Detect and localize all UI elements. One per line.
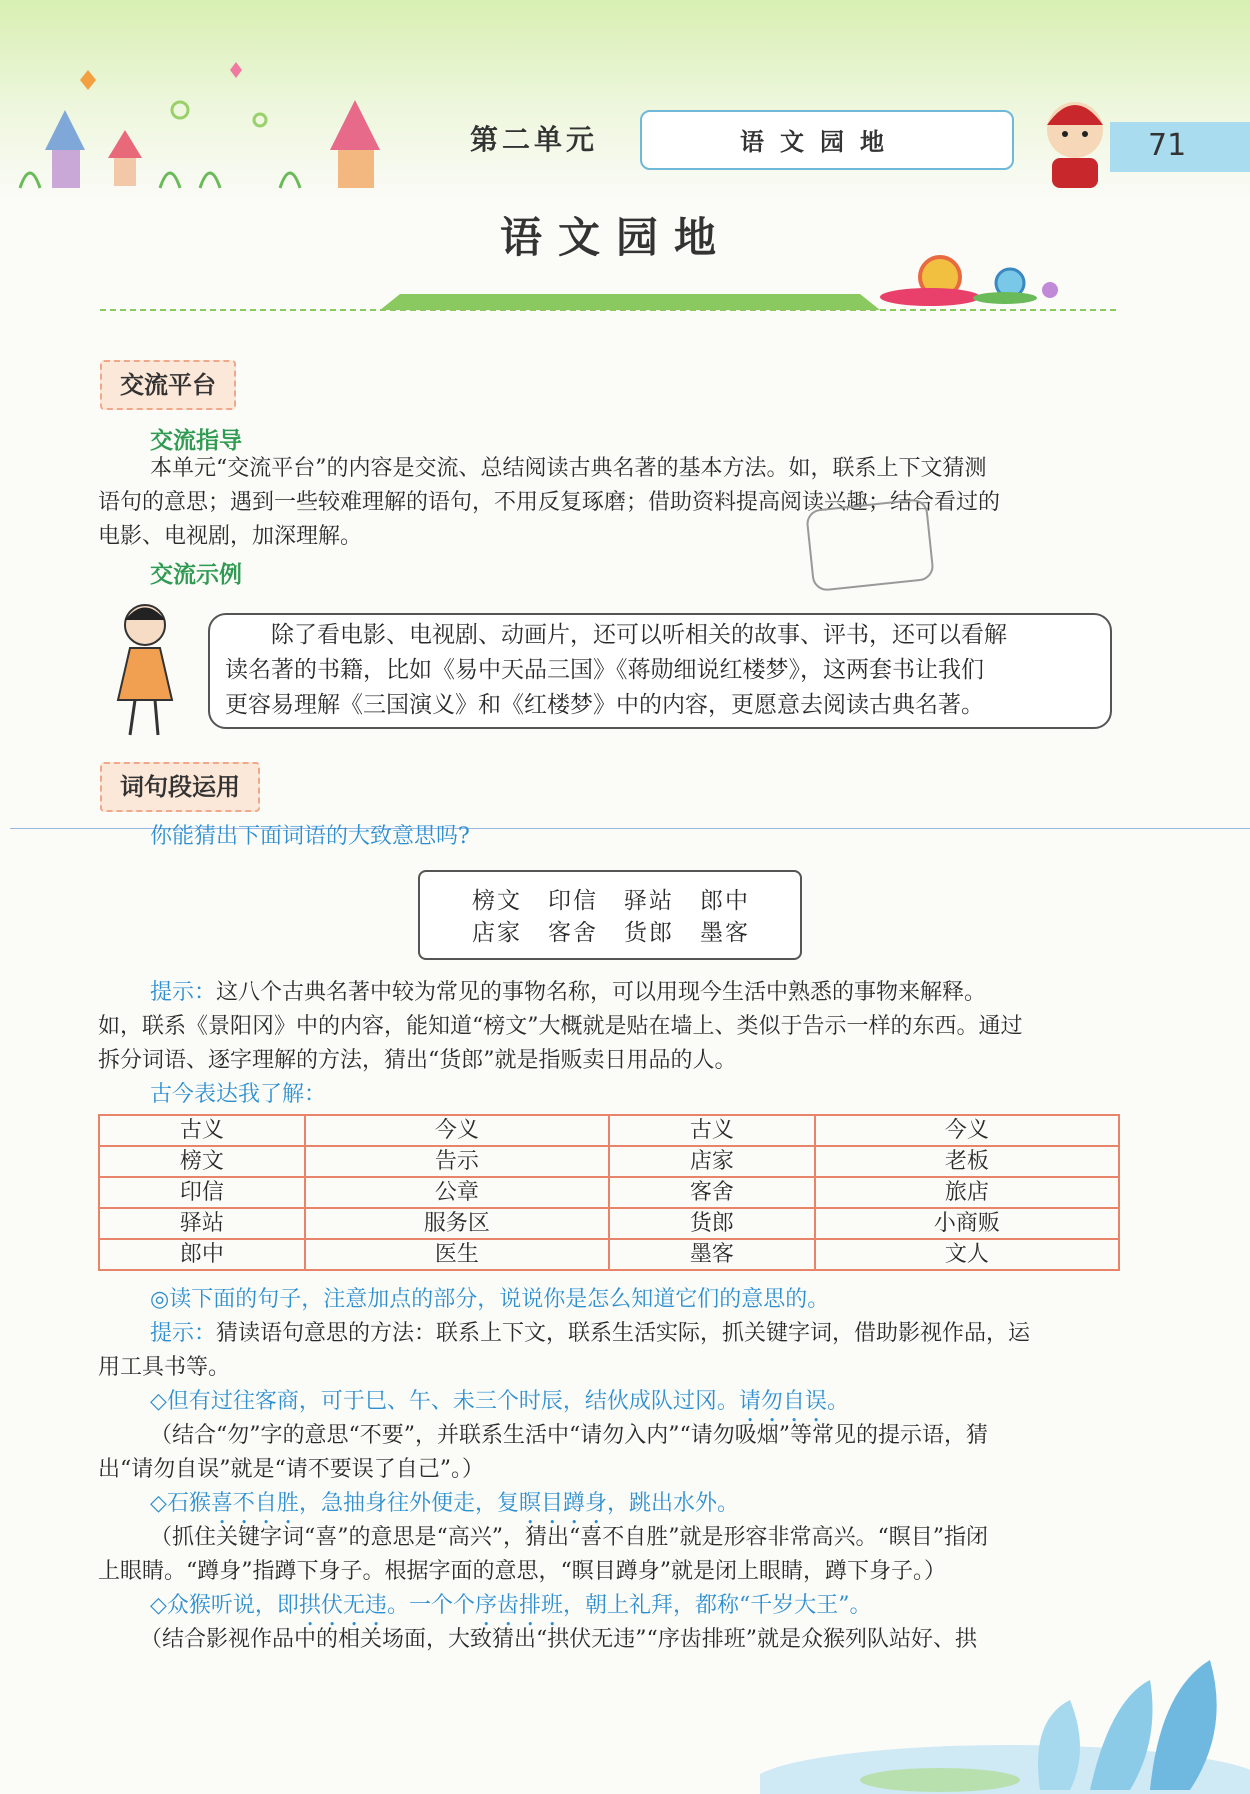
title-underline-bar: [100, 290, 1120, 312]
guide-line-1: 本单元“交流平台”的内容是交流、总结阅读古典名著的基本方法。如，联系上下文猜测: [150, 456, 987, 481]
table-cell: 榜文: [99, 1146, 305, 1177]
table-cell: 今义: [815, 1115, 1119, 1146]
table-cell: 客舍: [609, 1177, 815, 1208]
table-cell: 驿站: [99, 1208, 305, 1239]
word: 店家: [472, 920, 522, 946]
word-row-2: [472, 914, 776, 947]
ancient-modern-table: [98, 1114, 1120, 1271]
girl-illustration: [100, 600, 190, 740]
explanation-1-line-1: （结合“勿”字的意思“不要”，并联系生活中“请勿入内”“请勿吸烟”等常见的提示语，猜: [150, 1423, 988, 1448]
table-cell: 旅店: [815, 1177, 1119, 1208]
table-cell: 服务区: [305, 1208, 609, 1239]
word: 墨客: [700, 920, 750, 946]
hint2-text: 猜读语句意思的方法：联系上下文，联系生活实际，抓关键字词，借助影视作品，运: [216, 1321, 1031, 1346]
page-title: 语文园地: [500, 213, 733, 262]
sentence-text: ，朝上礼拜，都称“千岁大王”。: [562, 1593, 872, 1618]
dotted-phrase: 喜不自胜: [210, 1491, 299, 1516]
sentence-text: ，急抽身往外便走，复: [298, 1491, 519, 1516]
table-cell: 小商贩: [815, 1208, 1119, 1239]
table-cell: 医生: [305, 1239, 609, 1270]
bubble-line-2: 读名著的书籍，比如《易中天品三国》《蒋勋细说红楼梦》，这两套书让我们: [225, 657, 984, 683]
hint1-line-3: 拆分词语、逐字理解的方法，猜出“货郎”就是指贩卖日用品的人。: [98, 1048, 737, 1073]
table-cell: 古义: [609, 1115, 815, 1146]
bubble-line-3: 更容易理解《三国演义》和《红楼梦》中的内容，更愿意去阅读古典名著。: [225, 692, 984, 718]
table-cell: 货郎: [609, 1208, 815, 1239]
hint2-line-1: [150, 1317, 1030, 1351]
guide-line-3: 电影、电视剧，加深理解。: [98, 524, 363, 549]
table-row: [99, 1146, 1119, 1177]
dotted-phrase: 序齿排班: [474, 1593, 563, 1618]
hint2-label: 提示：: [150, 1321, 217, 1346]
table-cell: 告示: [305, 1146, 609, 1177]
table-cell: 墨客: [609, 1239, 815, 1270]
table-row: [99, 1208, 1119, 1239]
dotted-phrase: 瞑目蹲身: [518, 1491, 607, 1516]
unit-label: 第二单元: [470, 123, 599, 156]
word: 货郎: [624, 920, 674, 946]
table-cell: 今义: [305, 1115, 609, 1146]
sentence-text: ◇石猴: [150, 1491, 211, 1516]
sentence-text: ，跳出水外。: [606, 1491, 739, 1516]
guide-line-2: 语句的意思；遇到一些较难理解的语句，不用反复琢磨；借助资料提高阅读兴趣；结合看过的: [98, 490, 1001, 515]
explanation-2-line-2: 上眼睛。“蹲身”指蹲下身子。根据字面的意思，“瞑目蹲身”就是闭上眼睛，蹲下身子。）: [98, 1559, 946, 1584]
table-cell: 老板: [815, 1146, 1119, 1177]
explanation-1-line-2: 出“请勿自误”就是“请不要误了自己”。）: [98, 1457, 484, 1482]
table-row: [99, 1115, 1119, 1146]
table-cell: 郎中: [99, 1239, 305, 1270]
table-cell: 公章: [305, 1177, 609, 1208]
bubble-line-1: 除了看电影、电视剧、动画片，还可以听相关的故事、评书，还可以看解: [271, 622, 1007, 648]
section-tag-exchange-platform: 交流平台: [100, 360, 236, 410]
watermark-stamp: [800, 495, 940, 595]
word: 榜文: [472, 888, 522, 914]
word-row-1: [472, 882, 776, 915]
table-cell: 店家: [609, 1146, 815, 1177]
sentence-text: ◇但有过往客商，可于巳、午、未三个时辰，结伙成队过冈。: [150, 1389, 739, 1414]
speech-bubble-text: [225, 618, 1105, 723]
subhead-exchange-example: 交流示例: [150, 562, 242, 588]
section-tag-word-usage: 词句段运用: [100, 762, 260, 812]
dotted-phrase: 拱伏无违: [298, 1593, 387, 1618]
sentence-text: 。: [826, 1389, 849, 1414]
dotted-phrase: 请勿自误: [738, 1389, 827, 1414]
table-row: [99, 1239, 1119, 1270]
table-title: 古今表达我了解：: [150, 1082, 327, 1107]
word: 驿站: [624, 888, 674, 914]
word: 客舍: [548, 920, 598, 946]
word: 郎中: [700, 888, 750, 914]
explanation-2-line-1: （抓住关键字词“喜”的意思是“高兴”，猜出“喜不自胜”就是形容非常高兴。“瞑目”指闭: [150, 1525, 988, 1550]
word: 印信: [548, 888, 598, 914]
explanation-3-line-1: （结合影视作品中的相关场面，大致猜出“拱伏无违”“序齿排班”就是众猴列队站好、拱: [140, 1627, 977, 1652]
hint1-text: 这八个古典名著中较为常见的事物名称，可以用现今生活中熟悉的事物来解释。: [216, 980, 987, 1005]
hint1-line-2: 如，联系《景阳冈》中的内容，能知道“榜文”大概就是贴在墙上、类似于告示一样的东西。通过: [98, 1014, 1023, 1039]
hint2-line-2: 用工具书等。: [98, 1355, 231, 1380]
table-cell: 印信: [99, 1177, 305, 1208]
page-number: 71: [1148, 128, 1187, 163]
sentence-text: ◇众猴听说，即: [150, 1593, 299, 1618]
table-row: [99, 1177, 1119, 1208]
question-text: 你能猜出下面词语的大致意思吗?: [150, 824, 470, 849]
hint1-label: 提示：: [150, 980, 217, 1005]
table-cell: 古义: [99, 1115, 305, 1146]
mascot-boy-illustration: [1030, 90, 1120, 190]
header-scroll-title: 语文园地: [740, 127, 900, 156]
subhead-exchange-guide: 交流指导: [150, 428, 242, 454]
lotus-water-illustration: [760, 1590, 1250, 1794]
hint1-line-1: [150, 976, 986, 1010]
read-prompt: ◎读下面的句子，注意加点的部分，说说你是怎么知道它们的意思的。: [150, 1287, 830, 1312]
table-cell: 文人: [815, 1239, 1119, 1270]
houses-flowers-illustration: [10, 40, 390, 190]
sentence-text: 。一个个: [386, 1593, 475, 1618]
